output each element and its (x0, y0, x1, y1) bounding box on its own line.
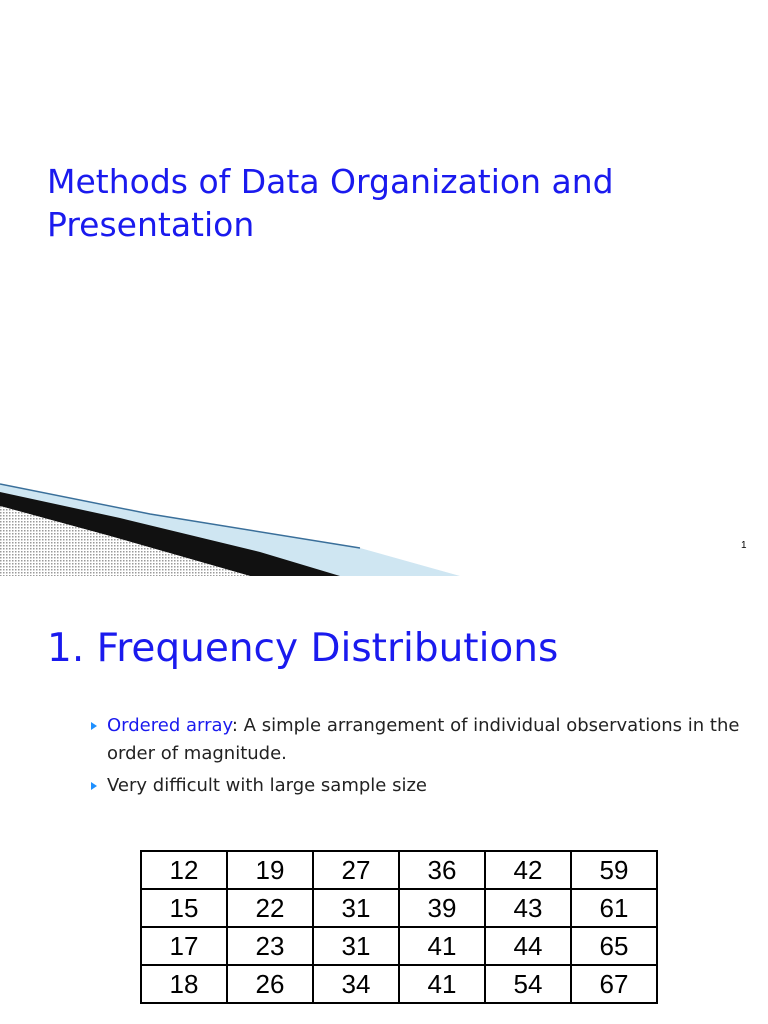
table-cell: 65 (571, 927, 657, 965)
table-cell: 59 (571, 851, 657, 889)
bullet-item-large-sample (88, 772, 748, 800)
slide-1-title-line-2: Presentation (47, 205, 255, 244)
table-cell: 19 (227, 851, 313, 889)
table-cell: 67 (571, 965, 657, 1003)
bullet-arrow-icon (91, 782, 97, 790)
table-cell: 43 (485, 889, 571, 927)
table-cell: 23 (227, 927, 313, 965)
table-cell: 41 (399, 927, 485, 965)
bullet-text: : A simple arrangement of individual observations in the order of magnitude. (107, 715, 740, 764)
table-row (141, 851, 657, 889)
table-row (141, 889, 657, 927)
swoosh-decoration (0, 470, 768, 576)
table-cell: 22 (227, 889, 313, 927)
table-cell: 31 (313, 889, 399, 927)
table-cell: 27 (313, 851, 399, 889)
table-cell: 26 (227, 965, 313, 1003)
bullet-item-ordered-array (88, 712, 748, 768)
slide-2 (0, 576, 768, 1024)
table-cell: 41 (399, 965, 485, 1003)
table-cell: 17 (141, 927, 227, 965)
bullet-list (88, 712, 748, 804)
bullet-text: Very difficult with large sample size (107, 775, 427, 796)
table-cell: 18 (141, 965, 227, 1003)
bullet-term: Ordered array (107, 715, 232, 736)
table-cell: 42 (485, 851, 571, 889)
table-cell: 34 (313, 965, 399, 1003)
slide-1-title-line-1: Methods of Data Organization and (47, 162, 614, 201)
table-cell: 15 (141, 889, 227, 927)
table-cell: 61 (571, 889, 657, 927)
table-cell: 31 (313, 927, 399, 965)
ordered-array-table (140, 850, 658, 1004)
table-row (141, 927, 657, 965)
slide-2-title: 1. Frequency Distributions (47, 626, 559, 671)
page-number: 1 (741, 540, 747, 551)
table-cell: 36 (399, 851, 485, 889)
table-cell: 54 (485, 965, 571, 1003)
table-cell: 39 (399, 889, 485, 927)
table-cell: 12 (141, 851, 227, 889)
table-cell: 44 (485, 927, 571, 965)
table-row (141, 965, 657, 1003)
bullet-arrow-icon (91, 722, 97, 730)
slide-1-title (47, 160, 727, 246)
